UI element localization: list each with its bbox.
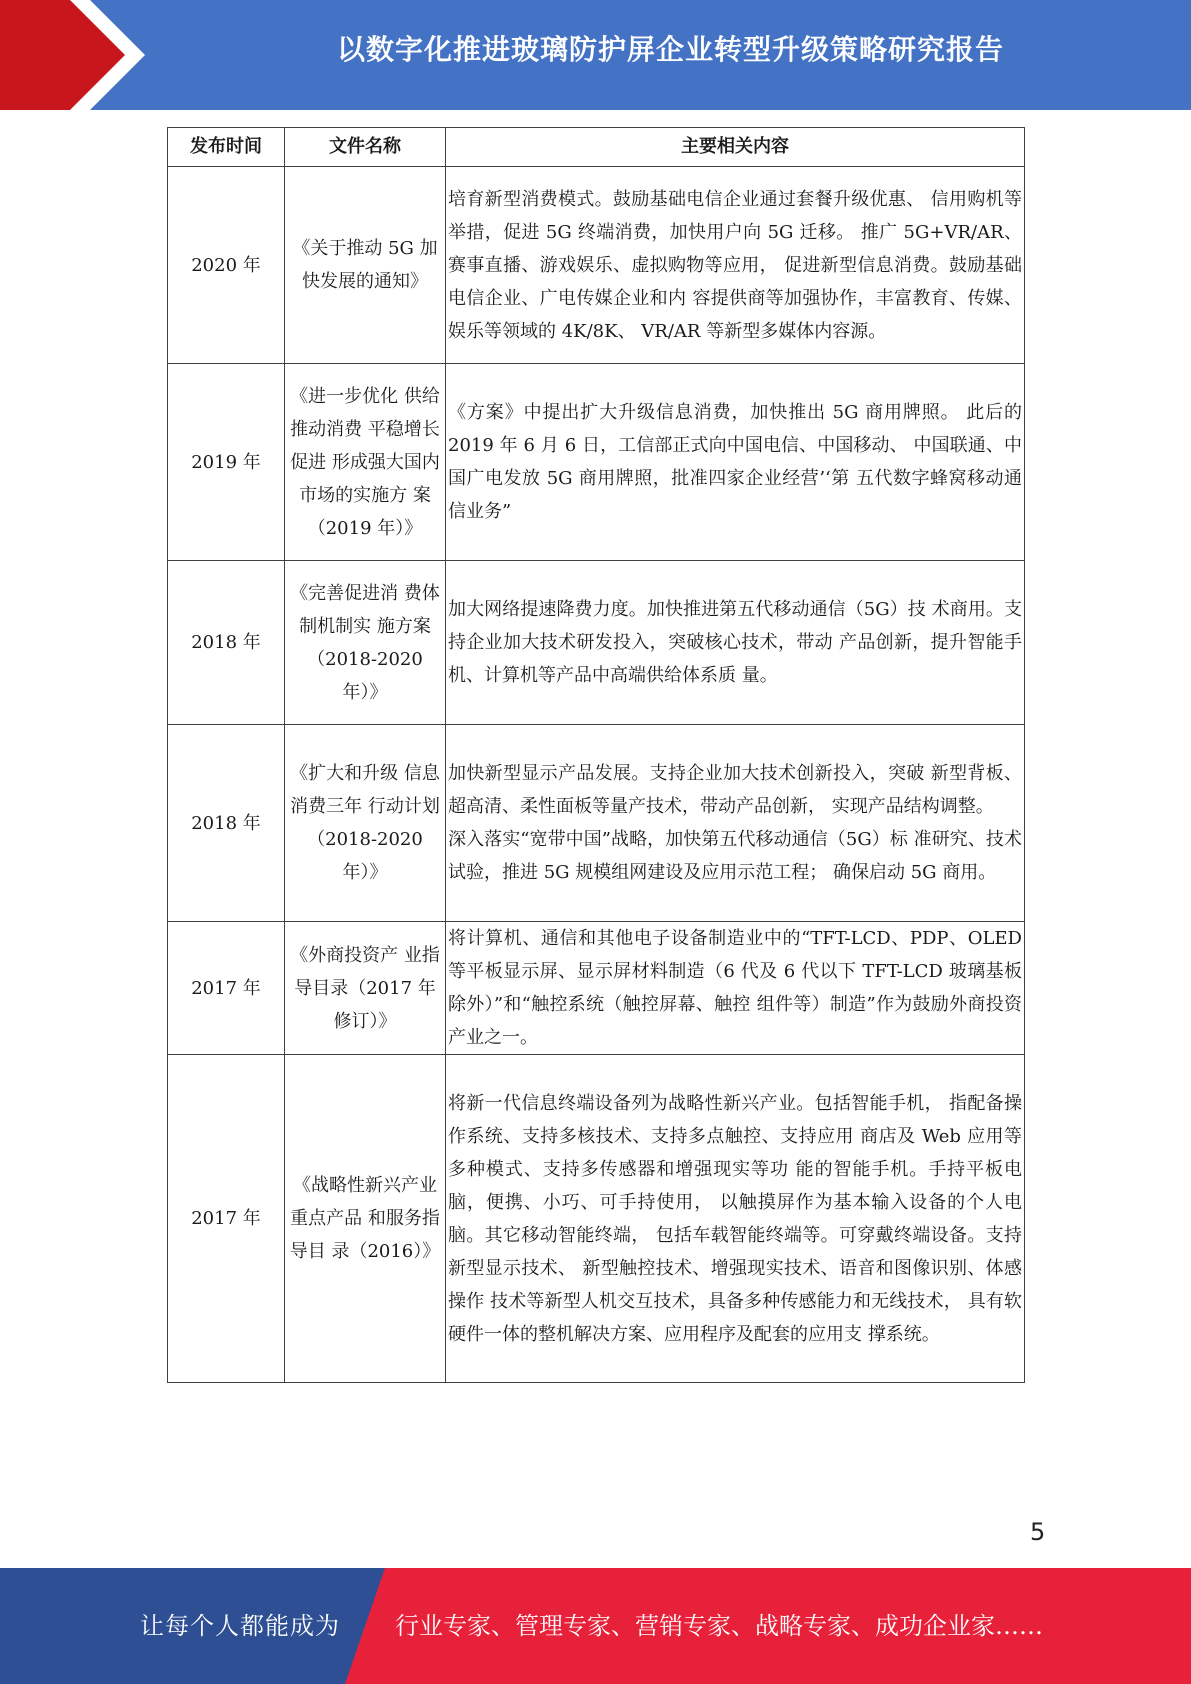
footer-slogan-left: 让每个人都能成为	[140, 1612, 340, 1640]
table-header-row	[168, 128, 1025, 167]
row-content-paragraph: 加快新型显示产品发展。支持企业加大技术创新投入，突破 新型背板、超高清、柔性面板等量产技术，带动产品创新， 实现产品结构调整。	[448, 763, 1022, 817]
row-content: 《方案》中提出扩大升级信息消费，加快推出 5G 商用牌照。 此后的 2019 年 6 月 6 日，工信部正式向中国电信、中国移动、 中国联通、中国广电发放 5G 商用牌照，批准四家企业经营’‘第 五代数字蜂窝移动通信业务”	[446, 364, 1025, 561]
header-arrow-decoration	[0, 0, 160, 110]
row-content: 加大网络提速降费力度。加快推进第五代移动通信（5G）技 术商用。支持企业加大技术研发投入，突破核心技术，带动 产品创新，提升智能手机、计算机等产品中高端供给体系质 量。	[446, 561, 1025, 725]
page-number: 5	[1030, 1518, 1046, 1546]
column-header-document: 文件名称	[285, 128, 446, 167]
row-content-paragraph: 深入落实“宽带中国”战略，加快第五代移动通信（5G）标 准研究、技术试验，推进 5G 规模组网建设及应用示范工程； 确保启动 5G 商用。	[448, 829, 1022, 883]
row-year: 2020 年	[168, 167, 285, 364]
row-document-name: 《进一步优化 供给推动消费 平稳增长促进 形成强大国内 市场的实施方 案（2019 年）》	[285, 364, 446, 561]
page-footer	[0, 1568, 1191, 1684]
table-row	[168, 561, 1025, 725]
row-year: 2018 年	[168, 725, 285, 922]
table-row	[168, 922, 1025, 1055]
row-year: 2017 年	[168, 922, 285, 1055]
row-content: 将计算机、通信和其他电子设备制造业中的“TFT-LCD、PDP、OLED 等平板显示屏、显示屏材料制造（6 代及 6 代以下 TFT-LCD 玻璃基板除外）”和“触控系统（触控屏幕、触控 组件等）制造”作为鼓励外商投资产业之一。	[446, 922, 1025, 1055]
column-header-date: 发布时间	[168, 128, 285, 167]
column-header-content: 主要相关内容	[446, 128, 1025, 167]
row-document-name: 《战略性新兴产业重点产品 和服务指导目 录（2016）》	[285, 1055, 446, 1383]
page-header	[0, 0, 1191, 110]
row-document-name: 《完善促进消 费体制机制实 施方案（2018-2020 年）》	[285, 561, 446, 725]
row-content: 培育新型消费模式。鼓励基础电信企业通过套餐升级优惠、 信用购机等举措，促进 5G 终端消费，加快用户向 5G 迁移。 推广 5G+VR/AR、赛事直播、游戏娱乐、虚拟购物等应用， 促进新型信息消费。鼓励基础电信企业、广电传媒企业和内 容提供商等加强协作，丰富教育、传媒、娱乐等领域的 4K/8K、 VR/AR 等新型多媒体内容源。	[446, 167, 1025, 364]
row-document-name: 《外商投资产 业指导目录（2017 年修订）》	[285, 922, 446, 1055]
table-row	[168, 167, 1025, 364]
row-year: 2017 年	[168, 1055, 285, 1383]
row-document-name: 《关于推动 5G 加快发展的通知》	[285, 167, 446, 364]
row-content	[446, 725, 1025, 922]
policy-table	[167, 127, 1025, 1383]
row-year: 2018 年	[168, 561, 285, 725]
row-year: 2019 年	[168, 364, 285, 561]
table-row	[168, 725, 1025, 922]
report-title: 以数字化推进玻璃防护屏企业转型升级策略研究报告	[336, 33, 1004, 66]
table-row	[168, 1055, 1025, 1383]
table-row	[168, 364, 1025, 561]
footer-slogan-right: 行业专家、管理专家、营销专家、战略专家、成功企业家……	[395, 1612, 1043, 1640]
row-document-name: 《扩大和升级 信息消费三年 行动计划（2018-2020 年）》	[285, 725, 446, 922]
row-content: 将新一代信息终端设备列为战略性新兴产业。包括智能手机， 指配备操作系统、支持多核技术、支持多点触控、支持应用 商店及 Web 应用等多种模式、支持多传感器和增强现实等功 能的智能手机。手持平板电脑，便携、小巧、可手持使用， 以触摸屏作为基本输入设备的个人电脑。其它移动智能终端， 包括车载智能终端等。可穿戴终端设备。支持新型显示技术、 新型触控技术、增强现实技术、语音和图像识别、体感操作 技术等新型人机交互技术，具备多种传感能力和无线技术， 具有软硬件一体的整机解决方案、应用程序及配套的应用支 撑系统。	[446, 1055, 1025, 1383]
